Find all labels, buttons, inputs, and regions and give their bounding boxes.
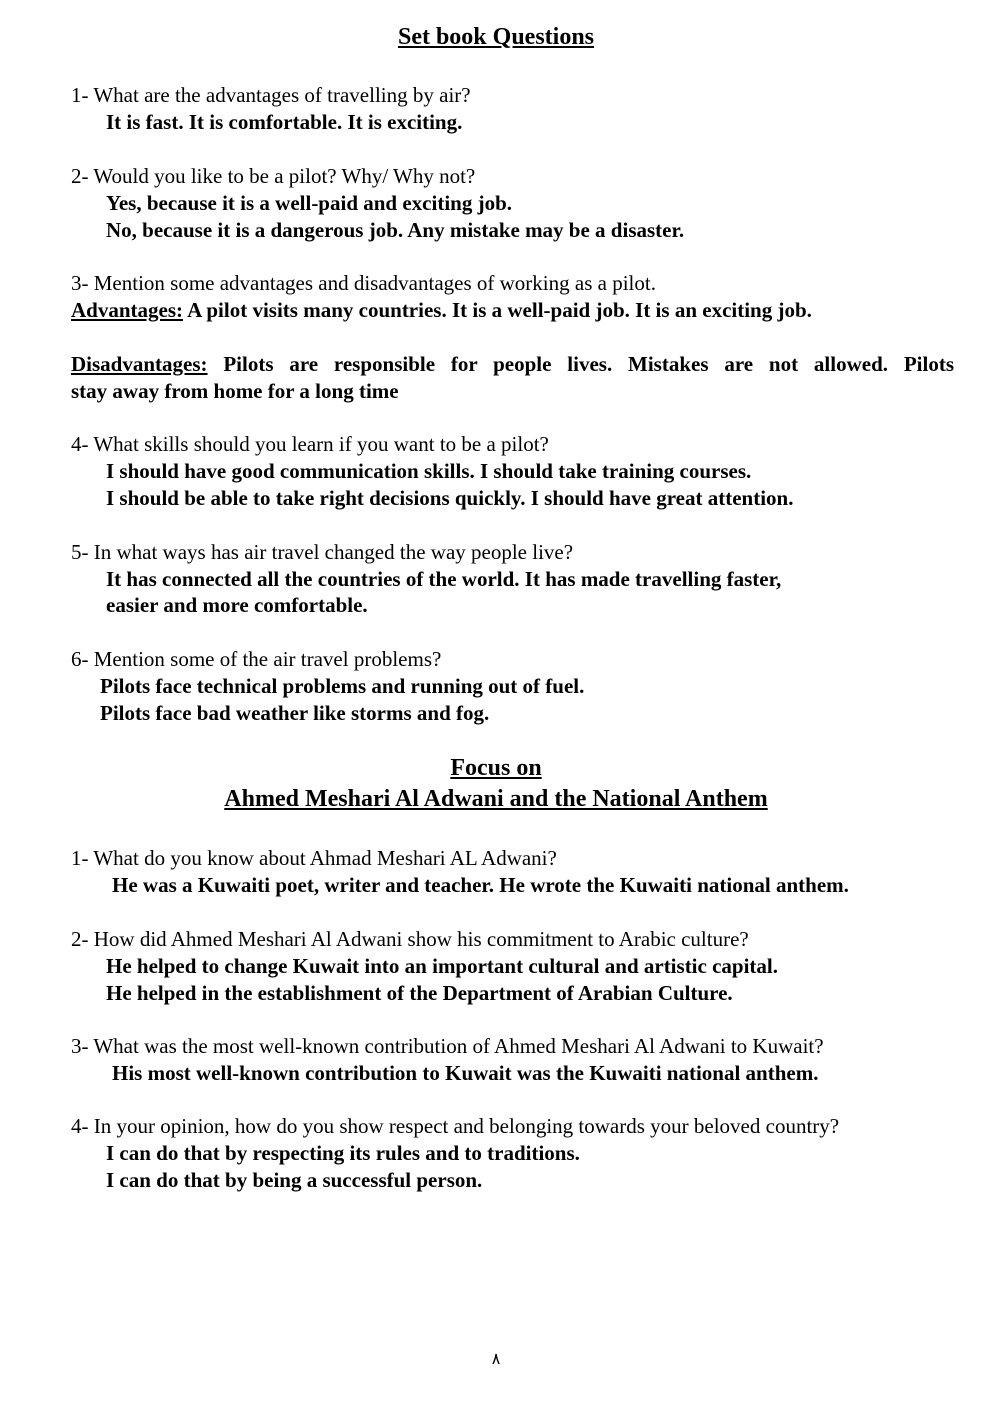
question-2: 2- Would you like to be a pilot? Why/ Why not? xyxy=(71,164,476,188)
advantages-line xyxy=(71,297,812,323)
answer-5-2: easier and more comfortable. xyxy=(106,593,368,617)
answer-1-1: It is fast. It is comfortable. It is exciting. xyxy=(106,110,463,134)
answer-4-1: I should have good communication skills. I should take training courses. xyxy=(106,459,752,483)
answer-6-1: Pilots face technical problems and running out of fuel. xyxy=(100,674,585,698)
advantages-label: Advantages: xyxy=(71,298,184,322)
question-1: 1- What are the advantages of travelling by air? xyxy=(71,83,471,107)
section-heading-focus: Focus on xyxy=(450,755,542,781)
answer-2-4-2: I can do that by being a successful person. xyxy=(106,1168,483,1192)
answer-2-1-1: He was a Kuwaiti poet, writer and teacher. He wrote the Kuwaiti national anthem. xyxy=(112,873,849,897)
disadvantages-text-2: stay away from home for a long time xyxy=(71,379,399,403)
answer-4-2: I should be able to take right decisions quickly. I should have great attention. xyxy=(106,486,794,510)
answer-5-1: It has connected all the countries of the world. It has made travelling faster, xyxy=(106,567,782,591)
disadvantages-label: Disadvantages: xyxy=(71,352,208,376)
answer-2-3-1: His most well-known contribution to Kuwait was the Kuwaiti national anthem. xyxy=(112,1061,819,1085)
answer-2-2-1: He helped to change Kuwait into an important cultural and artistic capital. xyxy=(106,954,778,978)
answer-2-2-2: He helped in the establishment of the Department of Arabian Culture. xyxy=(106,981,733,1005)
question-2-4: 4- In your opinion, how do you show respect and belonging towards your beloved country? xyxy=(71,1114,840,1138)
question-4: 4- What skills should you learn if you want to be a pilot? xyxy=(71,432,549,456)
answer-2-1: Yes, because it is a well-paid and exciting job. xyxy=(106,191,513,215)
answer-6-2: Pilots face bad weather like storms and fog. xyxy=(100,701,490,725)
advantages-text: A pilot visits many countries. It is a well-paid job. It is an exciting job. xyxy=(187,298,812,322)
answer-2-4-1: I can do that by respecting its rules and to traditions. xyxy=(106,1141,580,1165)
disadvantages-line xyxy=(71,351,954,377)
page-title: Set book Questions xyxy=(397,24,595,50)
question-2-2: 2- How did Ahmed Meshari Al Adwani show his commitment to Arabic culture? xyxy=(71,927,749,951)
section-heading-anthem: Ahmed Meshari Al Adwani and the National Anthem xyxy=(224,786,768,812)
question-2-1: 1- What do you know about Ahmad Meshari AL Adwani? xyxy=(71,846,557,870)
question-2-3: 3- What was the most well-known contribution of Ahmed Meshari Al Adwani to Kuwait? xyxy=(71,1034,824,1058)
disadvantages-text: Pilots are responsible for people lives. Mistakes are not allowed. Pilots xyxy=(223,352,954,376)
answer-2-2: No, because it is a dangerous job. Any mistake may be a disaster. xyxy=(106,218,685,242)
page-number: ٨ xyxy=(491,1351,501,1368)
question-3: 3- Mention some advantages and disadvantages of working as a pilot. xyxy=(71,271,656,295)
question-5: 5- In what ways has air travel changed the way people live? xyxy=(71,540,574,564)
question-6: 6- Mention some of the air travel problems? xyxy=(71,647,442,671)
